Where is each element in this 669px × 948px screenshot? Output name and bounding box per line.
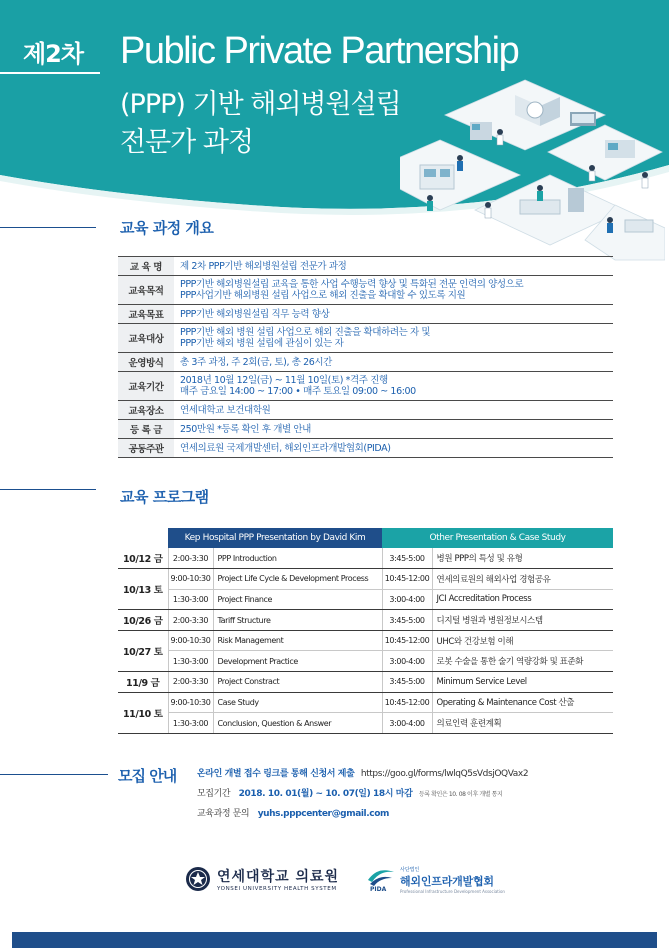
session-date: 10/12 금 bbox=[118, 548, 168, 569]
pida-swoosh-icon bbox=[366, 866, 396, 888]
overview-label: 교 육 명 bbox=[118, 257, 174, 276]
table-row bbox=[118, 610, 613, 631]
pida-mark bbox=[366, 866, 396, 894]
pida-name-en: Professional Infrastructure Development Association bbox=[400, 889, 505, 894]
footer-bar bbox=[12, 932, 657, 948]
session-topic: 연세의료원의 해외사업 경험공유 bbox=[432, 569, 613, 590]
session-time: 9:00-10:30 bbox=[168, 630, 213, 651]
overview-section-line bbox=[0, 227, 96, 228]
session-topic: 디지털 병원과 병원정보시스템 bbox=[432, 610, 613, 631]
overview-table bbox=[118, 256, 613, 458]
title-english: Public Private Partnership bbox=[120, 30, 519, 72]
pida-abbrev: PIDA bbox=[370, 886, 387, 893]
overview-label: 공동주관 bbox=[118, 439, 174, 458]
overview-section-title: 교육 과정 개요 bbox=[120, 219, 214, 237]
recruit-period-line bbox=[197, 786, 502, 799]
program-section-title: 교육 프로그램 bbox=[120, 488, 209, 506]
session-time: 10:45-12:00 bbox=[382, 630, 432, 651]
session-time: 1:30-3:00 bbox=[168, 651, 213, 672]
overview-value-line: PPP기반 해외병원설립 직무 능력 향상 bbox=[180, 308, 330, 320]
session-time: 3:45-5:00 bbox=[382, 672, 432, 693]
session-time: 3:00-4:00 bbox=[382, 589, 432, 610]
overview-label: 교육목적 bbox=[118, 276, 174, 305]
recruit-period-label: 모집기간 bbox=[197, 789, 231, 799]
yonsei-text bbox=[217, 866, 339, 892]
yonsei-emblem-icon bbox=[185, 866, 211, 892]
overview-label: 교육대상 bbox=[118, 324, 174, 353]
session-topic: Minimum Service Level bbox=[432, 672, 613, 693]
overview-value-line: 매주 금요일 14:00 ~ 17:00 • 매주 토요일 09:00 ~ 16:00 bbox=[180, 386, 416, 397]
recruit-contact-line bbox=[197, 806, 389, 819]
session-topic: PPP Introduction bbox=[213, 548, 382, 569]
table-row bbox=[118, 651, 613, 672]
overview-row bbox=[118, 420, 613, 439]
hospital-isometric-illustration bbox=[400, 70, 665, 270]
program-header-blank bbox=[118, 528, 168, 548]
session-time: 1:30-3:00 bbox=[168, 589, 213, 610]
overview-row bbox=[118, 439, 613, 458]
overview-value-line: 연세대학교 보건대학원 bbox=[180, 404, 271, 416]
overview-value bbox=[174, 276, 613, 305]
overview-value bbox=[174, 420, 613, 439]
session-topic: Case Study bbox=[213, 692, 382, 713]
yonsei-logo bbox=[185, 866, 339, 892]
session-time: 3:00-4:00 bbox=[382, 651, 432, 672]
recruit-section-line bbox=[0, 774, 108, 775]
session-date: 10/27 토 bbox=[118, 630, 168, 671]
overview-value-line: PPP사업기반 해외병원 설립 사업으로 해외 진출을 확대할 수 있도록 지원 bbox=[180, 290, 466, 301]
session-topic: Development Practice bbox=[213, 651, 382, 672]
session-topic: 병원 PPP의 특성 및 유형 bbox=[432, 548, 613, 569]
recruit-period-note: 등록 확인은 10. 08 이후 개별 통지 bbox=[418, 791, 503, 798]
overview-value bbox=[174, 257, 613, 276]
title-korean-line1: (PPP) 기반 해외병원설립 bbox=[120, 89, 401, 120]
table-row bbox=[118, 589, 613, 610]
table-row bbox=[118, 692, 613, 713]
session-time: 3:45-5:00 bbox=[382, 548, 432, 569]
session-time: 2:00-3:30 bbox=[168, 610, 213, 631]
session-time: 2:00-3:30 bbox=[168, 672, 213, 693]
overview-value-line: PPP기반 해외 병원 설립에 관심이 있는 자 bbox=[180, 338, 344, 349]
yonsei-name: 연세대학교 의료원 bbox=[217, 869, 340, 885]
overview-row bbox=[118, 324, 613, 353]
program-section-line bbox=[0, 489, 96, 490]
overview-row bbox=[118, 372, 613, 401]
application-form-link[interactable]: https://goo.gl/forms/lwlqQ5sVdsjOQVax2 bbox=[360, 769, 529, 779]
overview-value bbox=[174, 305, 613, 324]
overview-label: 운영방식 bbox=[118, 353, 174, 372]
header-banner bbox=[0, 0, 669, 215]
session-time: 3:45-5:00 bbox=[382, 610, 432, 631]
overview-row bbox=[118, 276, 613, 305]
session-topic: Project Finance bbox=[213, 589, 382, 610]
session-date: 10/13 토 bbox=[118, 569, 168, 610]
session-topic: 의료인력 훈련계획 bbox=[432, 713, 613, 734]
session-topic: Project Constract bbox=[213, 672, 382, 693]
session-topic: Project Life Cycle & Development Process bbox=[213, 569, 382, 590]
overview-value bbox=[174, 353, 613, 372]
overview-value bbox=[174, 372, 613, 401]
session-time: 1:30-3:00 bbox=[168, 713, 213, 734]
session-topic: UHC와 건강보험 이해 bbox=[432, 630, 613, 651]
table-row bbox=[118, 672, 613, 693]
session-topic: Conclusion, Question & Answer bbox=[213, 713, 382, 734]
session-topic: JCI Accreditation Process bbox=[432, 589, 613, 610]
session-topic: Operating & Maintenance Cost 산출 bbox=[432, 692, 613, 713]
program-header-left: Kep Hospital PPP Presentation by David Kim bbox=[168, 528, 382, 548]
overview-value-line: 2018년 10월 12일(금) ~ 11월 10일(토) *격주 진행 bbox=[180, 375, 388, 386]
overview-label: 교육기간 bbox=[118, 372, 174, 401]
session-date: 11/10 토 bbox=[118, 692, 168, 733]
overview-label: 교육장소 bbox=[118, 401, 174, 420]
session-topic: 로봇 수술을 통한 술기 역량강화 및 표준화 bbox=[432, 651, 613, 672]
session-time: 3:00-4:00 bbox=[382, 713, 432, 734]
round-underline bbox=[0, 72, 100, 74]
recruit-apply-line bbox=[197, 766, 528, 779]
overview-value bbox=[174, 401, 613, 420]
session-time: 2:00-3:30 bbox=[168, 548, 213, 569]
overview-value-line: 연세의료원 국제개발센터, 해외인프라개발협회(PIDA) bbox=[180, 442, 391, 454]
overview-value-line: PPP기반 해외병원설립 교육을 통한 사업 수행능력 향상 및 특화된 전문 인력의 양성으로 bbox=[180, 279, 524, 290]
overview-row bbox=[118, 257, 613, 276]
session-date: 11/9 금 bbox=[118, 672, 168, 693]
title-korean-line2: 전문가 과정 bbox=[120, 127, 253, 158]
overview-value bbox=[174, 439, 613, 458]
overview-row bbox=[118, 305, 613, 324]
pida-corp-label: 사단법인 bbox=[400, 867, 420, 873]
table-row bbox=[118, 569, 613, 590]
overview-value-line: 250만원 *등록 확인 후 개별 안내 bbox=[180, 423, 311, 435]
overview-row bbox=[118, 353, 613, 372]
program-header-right: Other Presentation & Case Study bbox=[382, 528, 613, 548]
recruit-apply-label: 온라인 개별 접수 링크를 통해 신청서 제출 bbox=[197, 769, 355, 779]
overview-value-line: 제 2차 PPP기반 해외병원설립 전문가 과정 bbox=[180, 260, 347, 272]
table-row bbox=[118, 713, 613, 734]
table-row bbox=[118, 630, 613, 651]
contact-email-link[interactable]: yuhs.pppcenter@gmail.com bbox=[257, 809, 389, 819]
session-time: 10:45-12:00 bbox=[382, 569, 432, 590]
program-schedule-table bbox=[118, 528, 613, 734]
session-time: 9:00-10:30 bbox=[168, 569, 213, 590]
overview-row bbox=[118, 401, 613, 420]
session-time: 10:45-12:00 bbox=[382, 692, 432, 713]
session-time: 9:00-10:30 bbox=[168, 692, 213, 713]
pida-text bbox=[400, 866, 505, 894]
recruit-contact-label: 교육과정 문의 bbox=[197, 809, 250, 819]
session-topic: Risk Management bbox=[213, 630, 382, 651]
overview-value bbox=[174, 324, 613, 353]
yonsei-name-en: YONSEI UNIVERSITY HEALTH SYSTEM bbox=[217, 886, 337, 892]
overview-label: 등 록 금 bbox=[118, 420, 174, 439]
session-date: 10/26 금 bbox=[118, 610, 168, 631]
course-round: 제2차 bbox=[23, 40, 84, 68]
pida-name: 해외인프라개발협회 bbox=[400, 875, 494, 888]
recruit-period-value: 2018. 10. 01(월) ~ 10. 07(일) 18시 마감 bbox=[238, 789, 413, 799]
table-row bbox=[118, 548, 613, 569]
overview-label: 교육목표 bbox=[118, 305, 174, 324]
overview-value-line: 총 3주 과정, 주 2회(금, 토), 총 26시간 bbox=[180, 356, 332, 368]
overview-value-line: PPP기반 해외 병원 설립 사업으로 해외 진출을 확대하려는 자 및 bbox=[180, 327, 431, 338]
recruit-section-title: 모집 안내 bbox=[118, 767, 177, 785]
pida-logo bbox=[366, 866, 505, 894]
program-header-row bbox=[118, 528, 613, 548]
session-topic: Tariff Structure bbox=[213, 610, 382, 631]
